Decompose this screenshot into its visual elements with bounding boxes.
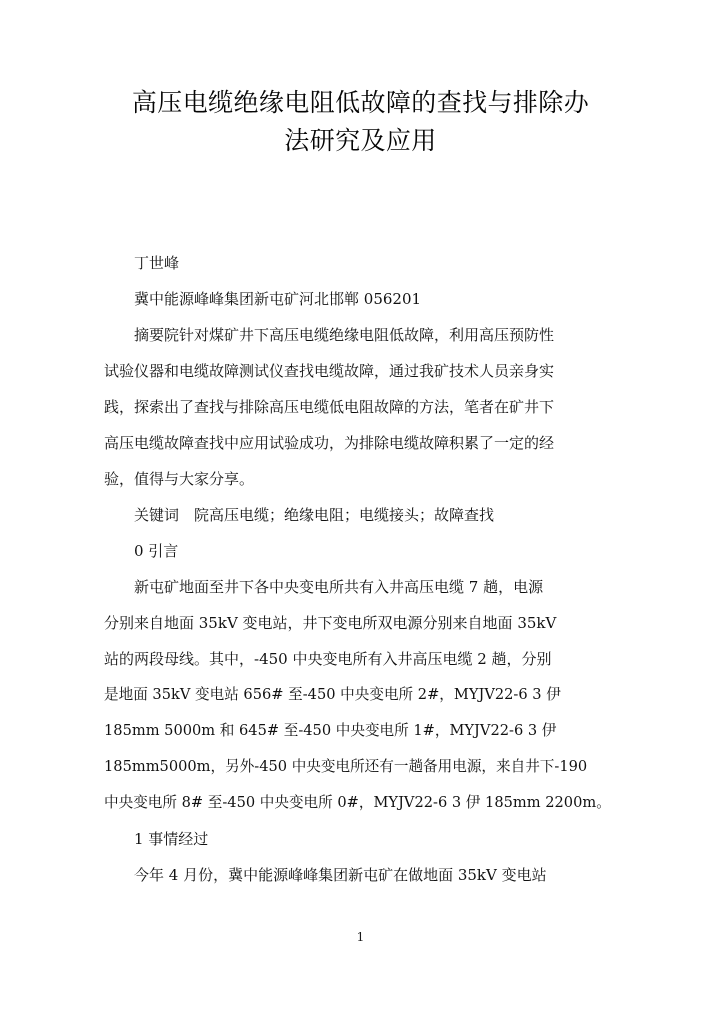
body-line: 中央变电所 8# 至-450 中央变电所 0#，MYJV22-6 3 伊 185mm 2200m。 (104, 794, 611, 811)
body-line: 今年 4 月份，冀中能源峰峰集团新屯矿在做地面 35kV 变电站 (134, 866, 547, 884)
keywords-line: 关键词 院高压电缆；绝缘电阻；电缆接头；故障查找 (134, 506, 495, 524)
abstract-line: 验，值得与大家分享。 (104, 470, 255, 488)
section-heading-1: 1 事情经过 (134, 830, 209, 848)
body-line: 新屯矿地面至井下各中央变电所共有入井高压电缆 7 趟，电源 (134, 578, 544, 596)
page-title (104, 84, 617, 160)
abstract-line: 摘要院针对煤矿井下高压电缆绝缘电阻低故障，利用高压预防性 (134, 326, 555, 344)
abstract-line: 践，探索出了查找与排除高压电缆低电阻故障的方法，笔者在矿井下 (104, 398, 555, 416)
title-line-1: 高压电缆绝缘电阻低故障的查找与排除办 (131, 88, 590, 117)
title-line-2: 法研究及应用 (284, 126, 437, 155)
author-affiliation: 冀中能源峰峰集团新屯矿河北邯郸 056201 (134, 290, 422, 308)
body-line: 站的两段母线。其中，-450 中央变电所有入井高压电缆 2 趟，分别 (104, 650, 552, 668)
abstract-line: 试验仪器和电缆故障测试仪查找电缆故障，通过我矿技术人员亲身实 (104, 362, 555, 380)
author-name: 丁世峰 (134, 254, 180, 272)
abstract-line: 高压电缆故障查找中应用试验成功，为排除电缆故障积累了一定的经 (104, 434, 555, 452)
body-line: 185mm 5000m 和 645# 至-450 中央变电所 1#，MYJV22-6 3 伊 (104, 722, 557, 739)
body-line: 是地面 35kV 变电站 656# 至-450 中央变电所 2#，MYJV22-6 3 伊 (104, 686, 561, 703)
page-number: 1 (356, 930, 365, 944)
section-heading-0: 0 引言 (134, 542, 179, 560)
body-line: 分别来自地面 35kV 变电站，井下变电所双电源分别来自地面 35kV (104, 614, 557, 632)
document-body (104, 245, 618, 893)
body-line: 185mm5000m，另外-450 中央变电所还有一趟备用电源，来自井下-190 (104, 758, 588, 775)
